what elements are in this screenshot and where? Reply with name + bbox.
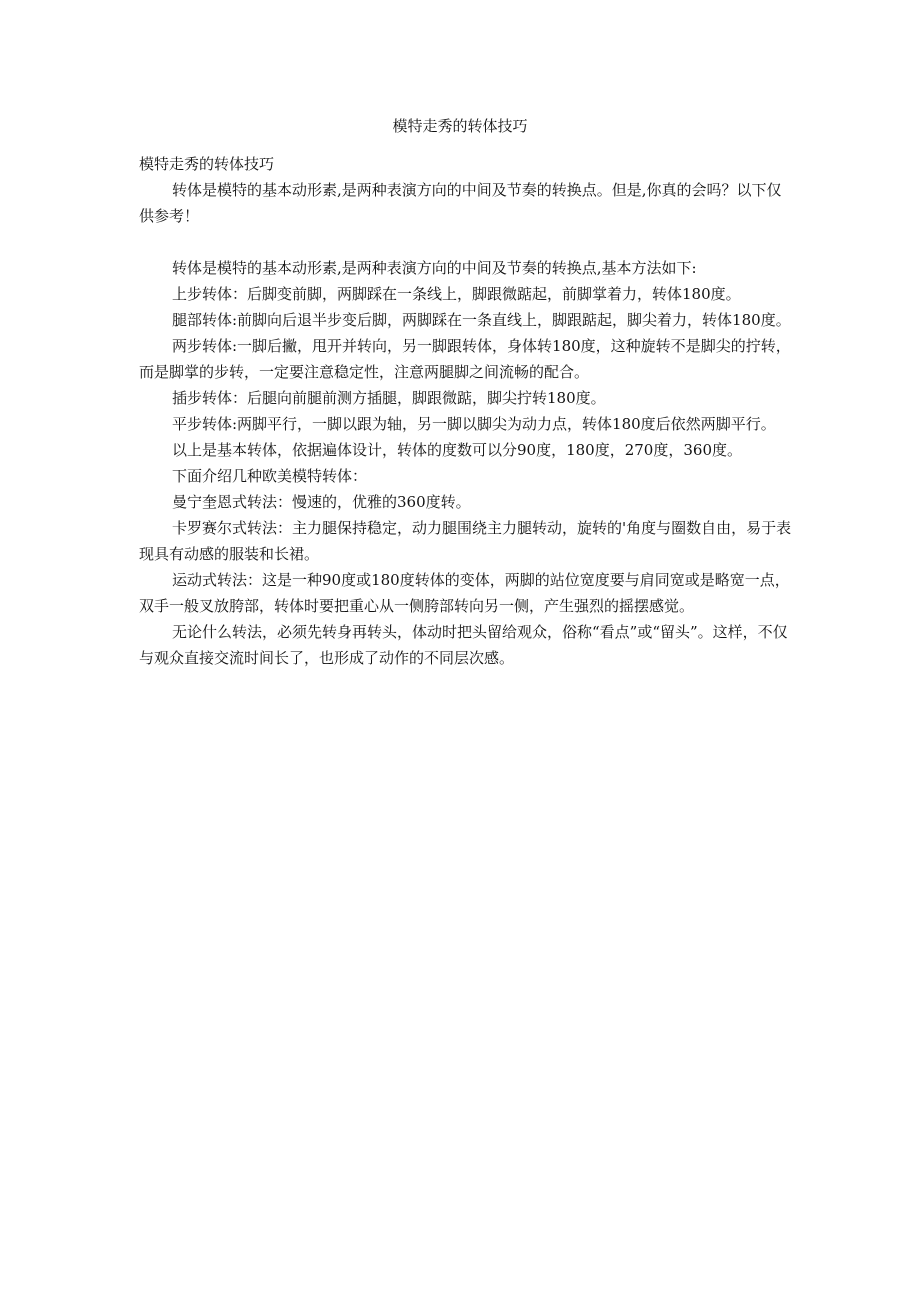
document-heading: 模特走秀的转体技巧 xyxy=(139,155,275,173)
paragraph-western-intro: 下面介绍几种欧美模特转体： xyxy=(172,467,368,485)
paragraph-spacer xyxy=(139,229,794,255)
paragraph-turn-degrees: 以上是基本转体，依据遍体设计，转体的度数可以分90度，180度，270度，360度。 xyxy=(172,441,742,459)
document-body xyxy=(139,151,794,671)
document-title: 模特走秀的转体技巧 xyxy=(392,117,528,135)
paragraph-leg-turn: 腿部转体:前脚向后退半步变后脚，两脚踩在一条直线上，脚跟踮起，脚尖着力，转体180度。 xyxy=(172,311,791,329)
paragraph-basic-methods: 转体是模特的基本动形素,是两种表演方向的中间及节奏的转换点,基本方法如下: xyxy=(172,259,697,277)
intro-paragraph: 转体是模特的基本动形素,是两种表演方向的中间及节奏的转换点。但是,你真的会吗？以下仅供参考！ xyxy=(139,181,782,225)
paragraph-step-turn: 上步转体：后脚变前脚，两脚踩在一条线上，脚跟微踮起，前脚掌着力，转体180度。 xyxy=(172,285,741,303)
paragraph-sport-turn: 运动式转法：这是一种90度或180度转体的变体，两脚的站位宽度要与肩同宽或是略宽一点，双手一般叉放胯部，转体时要把重心从一侧胯部转向另一侧，产生强烈的摇摆感觉。 xyxy=(139,571,790,615)
paragraph-mannequin-turn: 曼宁奎恩式转法：慢速的，优雅的360度转。 xyxy=(172,493,471,511)
paragraph-conclusion: 无论什么转法，必须先转身再转头，体动时把头留给观众，俗称“看点”或“留头”。这样，不仅与观众直接交流时间长了，也形成了动作的不同层次感。 xyxy=(139,623,788,667)
paragraph-flat-step-turn: 平步转体:两脚平行，一脚以跟为轴，另一脚以脚尖为动力点，转体180度后依然两脚平行。 xyxy=(172,415,776,433)
paragraph-carousel-turn: 卡罗赛尔式转法：主力腿保持稳定，动力腿围绕主力腿转动，旋转的'角度与圈数自由，易于表现具有动感的服装和长裙。 xyxy=(139,519,792,563)
paragraph-cross-step-turn: 插步转体：后腿向前腿前测方插腿，脚跟微踮，脚尖拧转180度。 xyxy=(172,389,606,407)
paragraph-two-step-turn: 两步转体:一脚后撇，甩开并转向，另一脚跟转体，身体转180度，这种旋转不是脚尖的拧转，而是脚掌的步转，一定要注意稳定性，注意两腿脚之间流畅的配合。 xyxy=(139,337,791,381)
